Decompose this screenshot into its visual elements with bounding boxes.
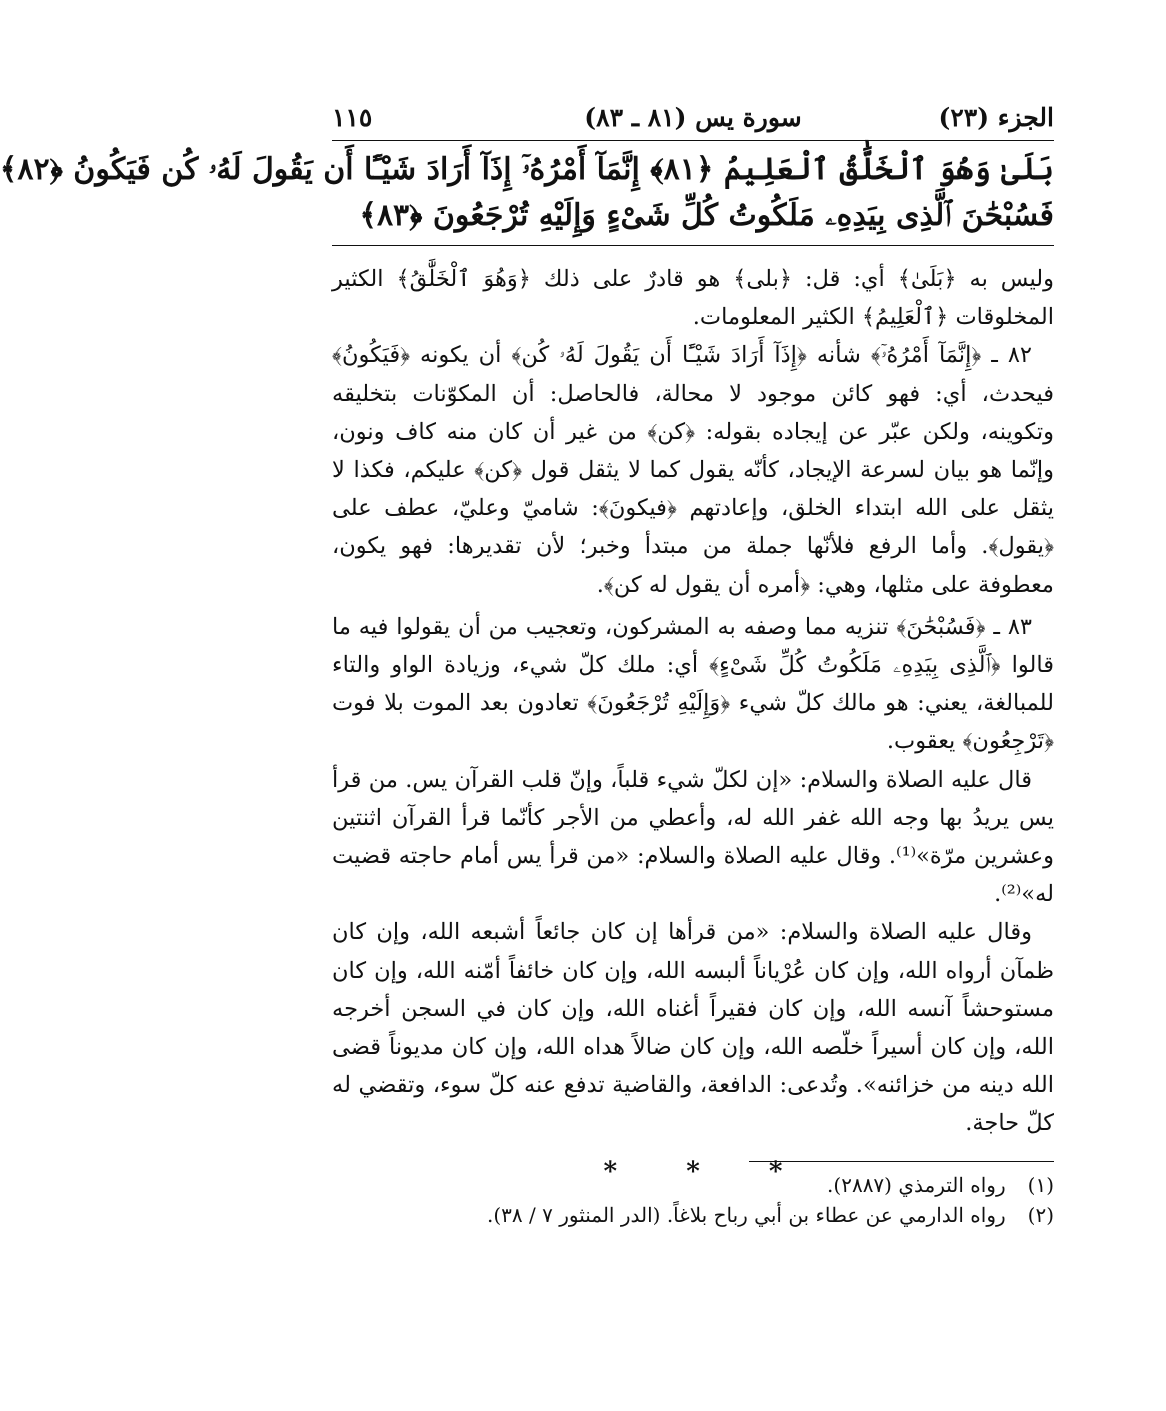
footnote-number: (١) — [1027, 1173, 1054, 1197]
footnote-divider — [749, 1161, 1054, 1162]
paragraph: ٨٣ ـ ﴿فَسُبْحَٰنَ﴾ تنزيه مما وصفه به المشركون، وتعجيب من أن يقولوا فيه ما قالوا ﴿ٱلَّذِى بِيَدِهِۦ مَلَكُوتُ كُلِّ شَىْءٍ﴾ أي: ملك كلّ شيء، وزيادة الواو والتاء للمبالغة، يعني: هو مالك كلّ شيء ﴿وَإِلَيْهِ تُرْجَعُونَ﴾ تعادون بعد الموت بلا فوت ﴿تَرْجِعُون﴾ يعقوب. — [332, 613, 1054, 755]
footnote — [332, 1170, 1054, 1200]
footnote-number: (٢) — [1027, 1203, 1054, 1227]
footnote-text: رواه الترمذي (٢٨٨٧). — [827, 1173, 1006, 1197]
section-separator: * * * — [603, 1156, 813, 1187]
paragraph: وليس به ﴿بَلَىٰ﴾ أي: قل: ﴿بلى﴾ هو قادرٌ على ذلك ﴿وَهُوَ ٱلْخَلَّٰقُ﴾ الكثير المخلوقات ﴿ٱلْعَلِيمُ﴾ الكثير المعلومات. — [332, 266, 1054, 331]
footnote-text: رواه الدارمي عن عطاء بن أبي رباح بلاغاً. (الدر المنثور ٧ / ٣٨). — [487, 1203, 1006, 1227]
page-number: ١١٥ — [332, 103, 373, 132]
footnote — [332, 1200, 1054, 1230]
quran-verses-block — [0, 140, 1054, 246]
page-header — [332, 96, 1054, 140]
footnotes — [332, 1170, 1054, 1230]
paragraph: وقال عليه الصلاة والسلام: «من قرأها إن كان جائعاً أشبعه الله، وإن كان ظمآن أرواه الله، وإن كان عُرْياناً ألبسه الله، وإن كان خائفاً أمّنه الله، وإن كان مستوحشاً آنسه الله، وإن كان فقيراً أغناه الله، وإن كان في السجن أخرجه الله، وإن كان أسيراً خلّصه الله، وإن كان ضالاً هداه الله، وإن كان مديوناً قضى الله دينه من خزائنه». وتُدعى: الدافعة، والقاضية تدفع عنه كلّ سوء، وتقضي له كلّ حاجة. — [332, 919, 1054, 1137]
verse-line: بَلَىٰ وَهُوَ ٱلْخَلَّٰقُ ٱلْعَلِيمُ ﴿٨١﴾ إِنَّمَآ أَمْرُهُۥٓ إِذَآ أَرَادَ شَيْـًٔا أَن يَقُولَ لَهُۥ كُن فَيَكُونُ ﴿٨٢﴾ — [0, 152, 1054, 187]
paragraph: ٨٢ ـ ﴿إِنَّمَآ أَمْرُهُۥٓ﴾ شأنه ﴿إِذَآ أَرَادَ شَيْـًٔا أَن يَقُولَ لَهُۥ كُن﴾ أن يكونه ﴿فَيَكُونُ﴾ فيحدث، أي: فهو كائن موجود لا محالة، فالحاصل: أن المكوّنات بتخليقه وتكوينه، ولكن عبّر عن إيجاده بقوله: ﴿كن﴾ من غير أن كان منه كاف ونون، وإنّما هو بيان لسرعة الإيجاد، كأنّه يقول كما لا يثقل قول ﴿كن﴾ عليكم، فكذا لا يثقل على الله ابتداء الخلق، وإعادتهم ﴿فيكونَ﴾: شاميّ وعليّ، عطف على ﴿يقول﴾. وأما الرفع فلأنّها جملة من مبتدأ وخبر؛ لأن تقديرها: فهو يكون، معطوفة على مثلها، وهي: ﴿أمره أن يقول له كن﴾. — [332, 342, 1054, 598]
verse-line: فَسُبْحَٰنَ ٱلَّذِى بِيَدِهِۦ مَلَكُوتُ كُلِّ شَىْءٍ وَإِلَيْهِ تُرْجَعُونَ ﴿٨٣﴾ — [359, 198, 1054, 233]
page — [0, 96, 1054, 1191]
juz-label: الجزء (٢٣) — [938, 103, 1054, 132]
surah-title: سورة يس (٨١ ـ ٨٣) — [584, 103, 802, 132]
paragraph: قال عليه الصلاة والسلام: «إن لكلّ شيء قلباً، وإنّ قلب القرآن يس. من قرأ يس يريدُ بها وجه الله غفر الله له، وأعطي من الأجر كأنّما قرأ القرآن اثنتين وعشرين مرّة»⁽¹⁾. وقال عليه الصلاة والسلام: «من قرأ يس أمام حاجته قضيت له»⁽²⁾. — [332, 766, 1054, 908]
commentary-text — [332, 260, 1054, 1191]
